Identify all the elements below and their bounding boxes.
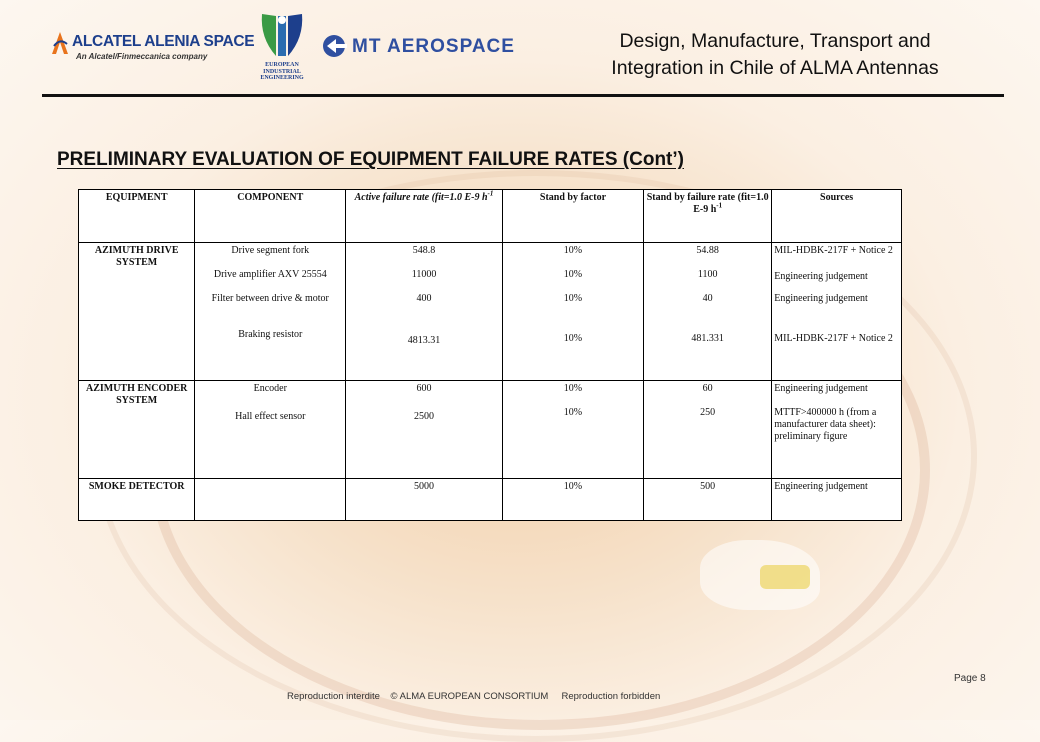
footer-copyright: Reproduction interdite © ALMA EUROPEAN CONSORTIUM Reproduction forbidden [287, 691, 661, 702]
col-header-active-rate: Active failure rate (fit=1.0 E-9 $h^{-1}$ [346, 190, 503, 243]
active-rate-cell: 548.8 11000 400 4813.31 [346, 243, 503, 381]
slide-heading: PRELIMINARY EVALUATION OF EQUIPMENT FAILURE RATES (Cont’) [57, 149, 684, 170]
mt-aerospace-logo [322, 34, 532, 60]
equipment-cell: SMOKE DETECTOR [79, 479, 195, 521]
table-header-row [79, 190, 902, 243]
component-cell [195, 479, 346, 521]
source-cell: Engineering judgement [772, 479, 902, 521]
standby-factor-cell: 10% [502, 479, 643, 521]
mt-logo-name: MT AEROSPACE [352, 36, 515, 57]
col-header-standby-rate: Stand by failure rate (fit=1.0 E-9 $h^{-1}$ [644, 190, 772, 243]
active-rate-cell: 5000 [346, 479, 503, 521]
source-cell: Engineering judgement MTTF>400000 h (from a manufacturer data sheet): preliminary figure [772, 381, 902, 479]
standby-rate-cell: 500 [644, 479, 772, 521]
col-header-sources: Sources [772, 190, 902, 243]
header [0, 0, 1040, 100]
eie-emblem-icon [256, 10, 308, 62]
component-cell: Encoder Hall effect sensor [195, 381, 346, 479]
european-industrial-engineering-logo [256, 10, 308, 96]
failure-rate-table [78, 189, 902, 521]
table-row [79, 479, 902, 521]
col-header-component: COMPONENT [195, 190, 346, 243]
alcatel-logo-subtitle: An Alcatel/Finmeccanica company [76, 52, 208, 61]
equipment-cell: AZIMUTH ENCODER SYSTEM [79, 381, 195, 479]
presentation-title: Design, Manufacture, Transport and Integration in Chile of ALMA Antennas [611, 30, 939, 79]
table-row [79, 243, 902, 381]
standby-rate-cell: 54.88 1100 40 481.331 [644, 243, 772, 381]
standby-rate-cell: 60 250 [644, 381, 772, 479]
alcatel-mark-icon [50, 30, 70, 56]
alcatel-logo-name: ALCATEL ALENIA SPACE [72, 33, 255, 50]
table-row [79, 381, 902, 479]
page-number: Page 8 [954, 673, 986, 684]
col-header-standby-factor: Stand by factor [502, 190, 643, 243]
header-divider [42, 94, 1004, 97]
col-header-equipment: EQUIPMENT [79, 190, 195, 243]
standby-factor-cell: 10% 10% [502, 381, 643, 479]
equipment-cell: AZIMUTH DRIVE SYSTEM [79, 243, 195, 381]
source-cell: MIL-HDBK-217F + Notice 2 Engineering judgement Engineering judgement MIL-HDBK-217F + Notice 2 [772, 243, 902, 381]
background-vehicle [760, 565, 810, 589]
active-rate-cell: 600 2500 [346, 381, 503, 479]
component-cell: Drive segment fork Drive amplifier AXV 25554 Filter between drive & motor Braking resistor [195, 243, 346, 381]
standby-factor-cell: 10% 10% 10% 10% [502, 243, 643, 381]
mt-mark-icon [322, 34, 348, 58]
eie-logo-text: EUROPEAN INDUSTRIAL ENGINEERING [260, 62, 304, 81]
alcatel-alenia-space-logo [50, 30, 255, 70]
